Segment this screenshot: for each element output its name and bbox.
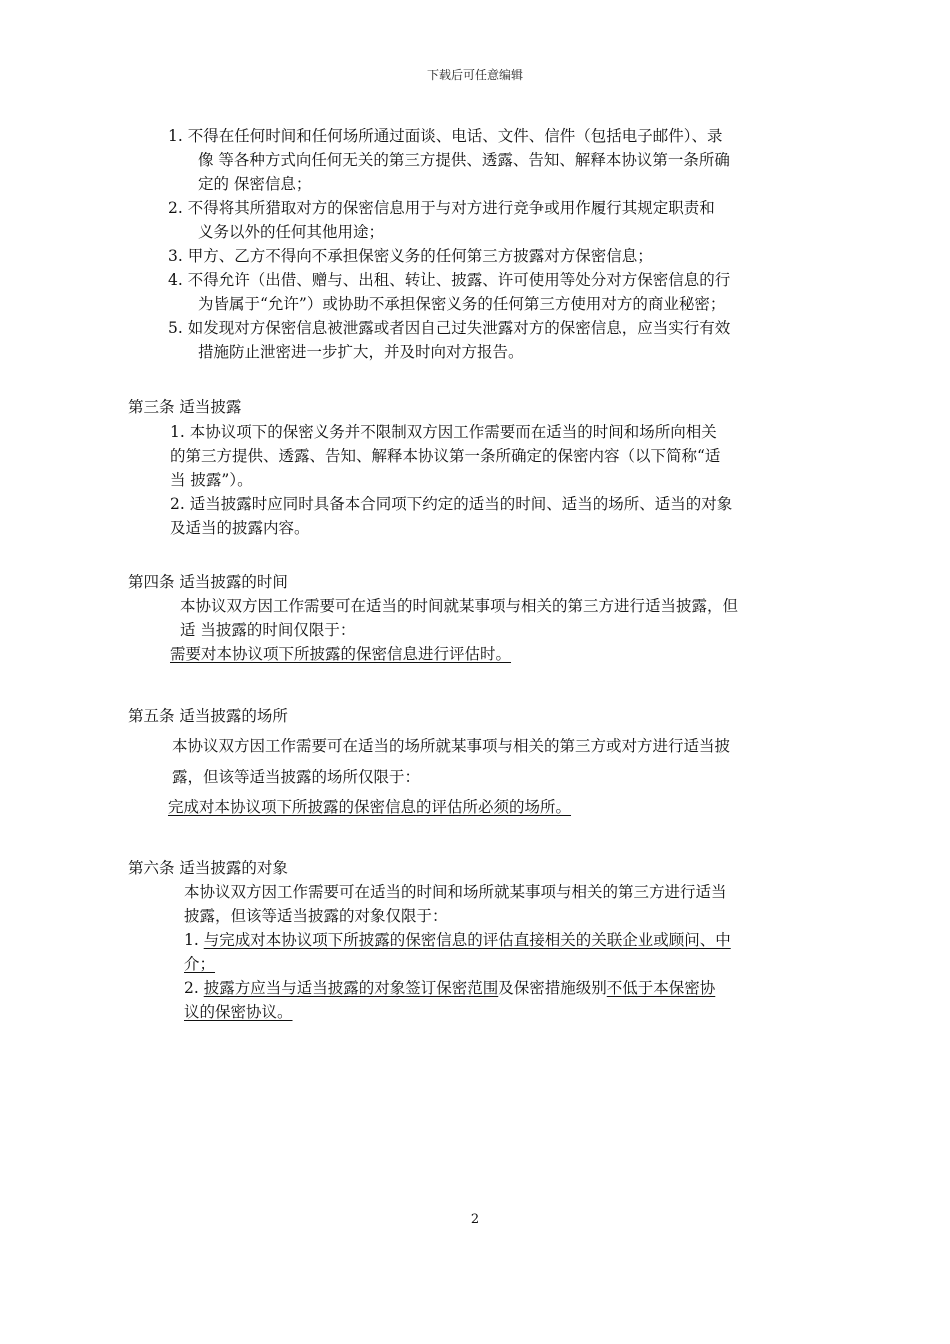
underlined-clause: 需要对本协议项下所披露的保密信息进行评估时。 [170,645,512,663]
paragraph-line: 2. 适当披露时应同时具备本合同项下约定的适当的时间、适当的场所、适当的对象 [170,495,733,513]
list-item [184,976,715,1000]
list-item: 为皆属于“允许”）或协助不承担保密义务的任何第三方使用对方的商业秘密； [198,295,726,313]
underlined-clause: 议的保密协议。 [184,1003,293,1021]
list-item: 4. 不得允许（出借、赠与、出租、转让、披露、许可使用等处分对方保密信息的行 [168,271,731,289]
article-6-title: 第六条 适当披露的对象 [128,859,288,877]
paragraph-line: 的第三方提供、透露、告知、解释本协议第一条所确定的保密内容（以下简称“适 [170,447,721,465]
paragraph-line: 本协议双方因工作需要可在适当的时间就某事项与相关的第三方进行适当披露，但 [180,597,739,615]
page-number: 2 [470,1212,480,1227]
paragraph-line: 本协议双方因工作需要可在适当的时间和场所就某事项与相关的第三方进行适当 [184,883,727,901]
list-item: 定的 保密信息； [198,175,312,193]
article-4-title: 第四条 适当披露的时间 [128,573,288,591]
underlined-clause: 与完成对本协议项下所披露的保密信息的评估直接相关的关联企业或顾问、中 [203,931,731,949]
item-number: 2. [184,979,204,997]
list-item [184,928,731,952]
page-header: 下载后可任意编辑 [426,68,523,82]
list-item: 3. 甲方、乙方不得向不承担保密义务的任何第三方披露对方保密信息； [168,247,653,265]
list-item: 5. 如发现对方保密信息被泄露或者因自己过失泄露对方的保密信息，应当实行有效 [168,319,731,337]
paragraph-line: 本协议双方因工作需要可在适当的场所就某事项与相关的第三方或对方进行适当披 [172,737,731,755]
plain-text: 及保密措施级别 [498,979,607,997]
list-item: 1. 不得在任何时间和任何场所通过面谈、电话、文件、信件（包括电子邮件）、录 [168,127,723,145]
underlined-clause: 介； [184,955,216,973]
article-3-title: 第三条 适当披露 [128,398,242,416]
list-item: 义务以外的任何其他用途； [198,223,385,241]
underlined-clause: 披露方应当与适当披露的对象签订保密范围 [203,979,499,997]
paragraph-line: 适 当披露的时间仅限于： [180,621,356,639]
paragraph-line: 披露，但该等适当披露的对象仅限于： [184,907,448,925]
list-item: 像 等各种方式向任何无关的第三方提供、透露、告知、解释本协议第一条所确 [198,151,730,169]
paragraph-line: 当 披露”）。 [170,471,253,489]
list-item: 措施防止泄密进一步扩大，并及时向对方报告。 [198,343,524,361]
paragraph-line: 1. 本协议项下的保密义务并不限制双方因工作需要而在适当的时间和场所向相关 [170,423,717,441]
list-item: 2. 不得将其所猎取对方的保密信息用于与对方进行竞争或用作履行其规定职责和 [168,199,715,217]
underlined-clause: 完成对本协议项下所披露的保密信息的评估所必须的场所。 [168,798,572,816]
article-5-title: 第五条 适当披露的场所 [128,707,288,725]
item-number: 1. [184,931,204,949]
underlined-clause: 不低于本保密协 [606,979,716,997]
paragraph-line: 露，但该等适当披露的场所仅限于： [172,768,421,786]
paragraph-line: 及适当的披露内容。 [170,519,310,537]
